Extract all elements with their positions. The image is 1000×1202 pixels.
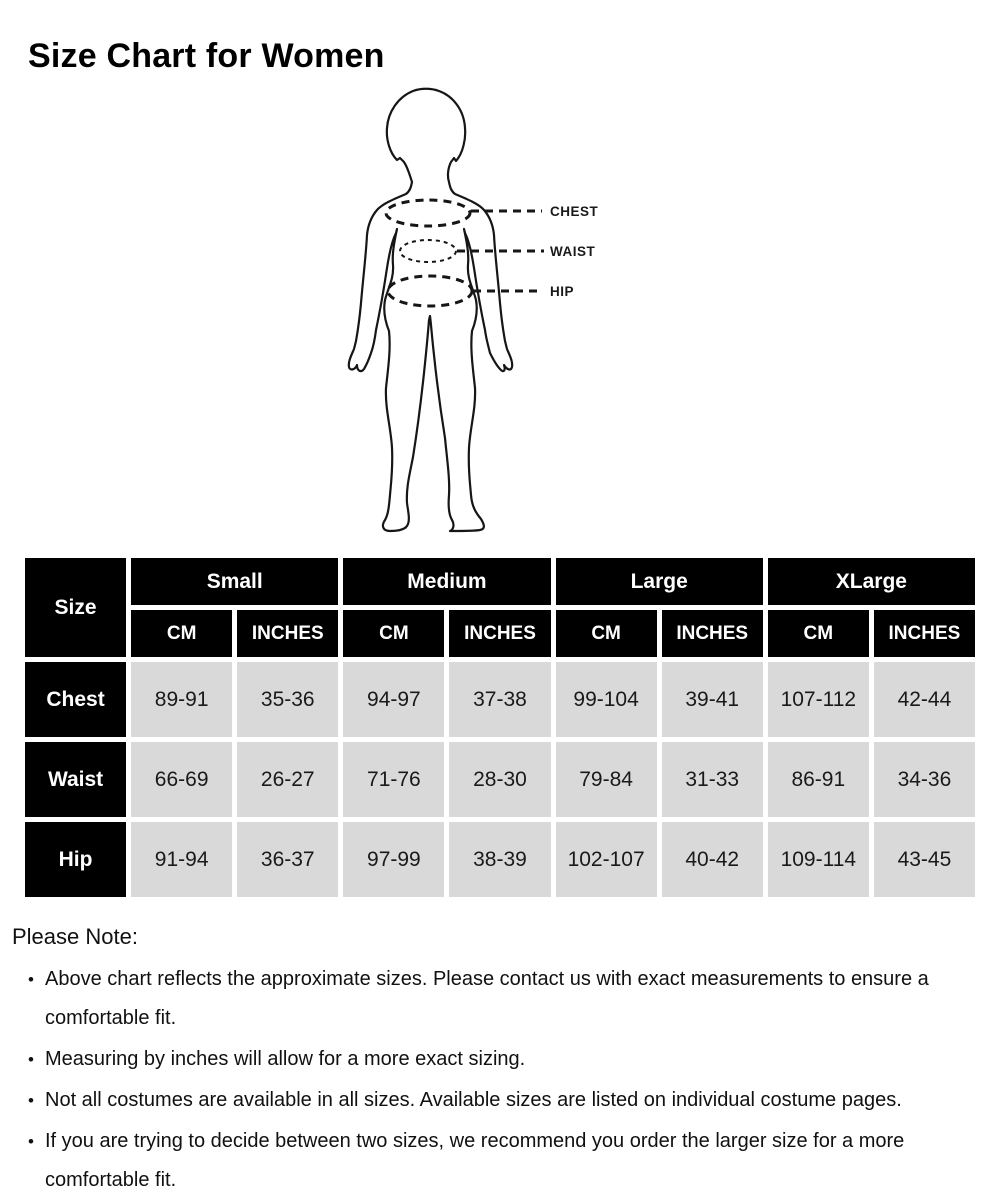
measurement-cell: 79-84	[556, 742, 657, 817]
row-label-hip: Hip	[25, 822, 126, 897]
measurement-cell: 26-27	[237, 742, 338, 817]
measurement-cell: 31-33	[662, 742, 763, 817]
size-corner-header: Size	[25, 558, 126, 657]
measurement-cell: 66-69	[131, 742, 232, 817]
measurement-cell: 89-91	[131, 662, 232, 737]
measurement-cell: 35-36	[237, 662, 338, 737]
table-row-waist	[25, 742, 975, 817]
notes-list	[12, 960, 980, 1200]
measurement-cell: 34-36	[874, 742, 975, 817]
unit-header-row	[25, 610, 975, 657]
table-row-chest	[25, 662, 975, 737]
notes-heading: Please Note:	[12, 924, 138, 949]
size-chart-table	[20, 553, 980, 902]
size-group-xlarge: XLarge	[768, 558, 975, 605]
measurement-cell: 102-107	[556, 822, 657, 897]
measurement-cell: 39-41	[662, 662, 763, 737]
measurement-cell: 43-45	[874, 822, 975, 897]
note-item: • Measuring by inches will allow for a more exact sizing.	[12, 1040, 980, 1079]
measurement-cell: 38-39	[449, 822, 550, 897]
measurement-cell: 86-91	[768, 742, 869, 817]
size-group-medium: Medium	[343, 558, 550, 605]
chest-label: CHEST	[550, 204, 599, 219]
note-item: • If you are trying to decide between two sizes, we recommend you order the larger size for a more comfortable fit.	[12, 1122, 980, 1200]
measurement-cell: 109-114	[768, 822, 869, 897]
body-outline-path	[349, 89, 512, 531]
unit-header-cm: CM	[556, 610, 657, 657]
hip-label: HIP	[550, 284, 575, 299]
measurement-cell: 107-112	[768, 662, 869, 737]
page-title: Size Chart for Women	[28, 36, 385, 75]
note-item: • Not all costumes are available in all sizes. Available sizes are listed on individual costume pages.	[12, 1081, 980, 1120]
measurement-cell: 42-44	[874, 662, 975, 737]
measurement-cell: 36-37	[237, 822, 338, 897]
measurement-cell: 40-42	[662, 822, 763, 897]
note-item: • Above chart reflects the approximate sizes. Please contact us with exact measurements to ensure a comfortable fit.	[12, 960, 980, 1038]
measurement-cell: 97-99	[343, 822, 444, 897]
unit-header-inches: INCHES	[662, 610, 763, 657]
measurement-cell: 28-30	[449, 742, 550, 817]
notes-section	[12, 924, 980, 1202]
size-group-header-row	[25, 558, 975, 605]
unit-header-inches: INCHES	[449, 610, 550, 657]
female-body-outline-figure	[330, 83, 650, 548]
measurement-cell: 94-97	[343, 662, 444, 737]
measurement-cell: 71-76	[343, 742, 444, 817]
unit-header-inches: INCHES	[237, 610, 338, 657]
waist-label: WAIST	[550, 244, 596, 259]
size-group-large: Large	[556, 558, 763, 605]
row-label-waist: Waist	[25, 742, 126, 817]
unit-header-cm: CM	[768, 610, 869, 657]
unit-header-cm: CM	[131, 610, 232, 657]
measurement-cell: 99-104	[556, 662, 657, 737]
measurement-cell: 37-38	[449, 662, 550, 737]
table-row-hip	[25, 822, 975, 897]
unit-header-cm: CM	[343, 610, 444, 657]
row-label-chest: Chest	[25, 662, 126, 737]
unit-header-inches: INCHES	[874, 610, 975, 657]
size-group-small: Small	[131, 558, 338, 605]
body-measurement-diagram	[330, 83, 650, 548]
measurement-cell: 91-94	[131, 822, 232, 897]
